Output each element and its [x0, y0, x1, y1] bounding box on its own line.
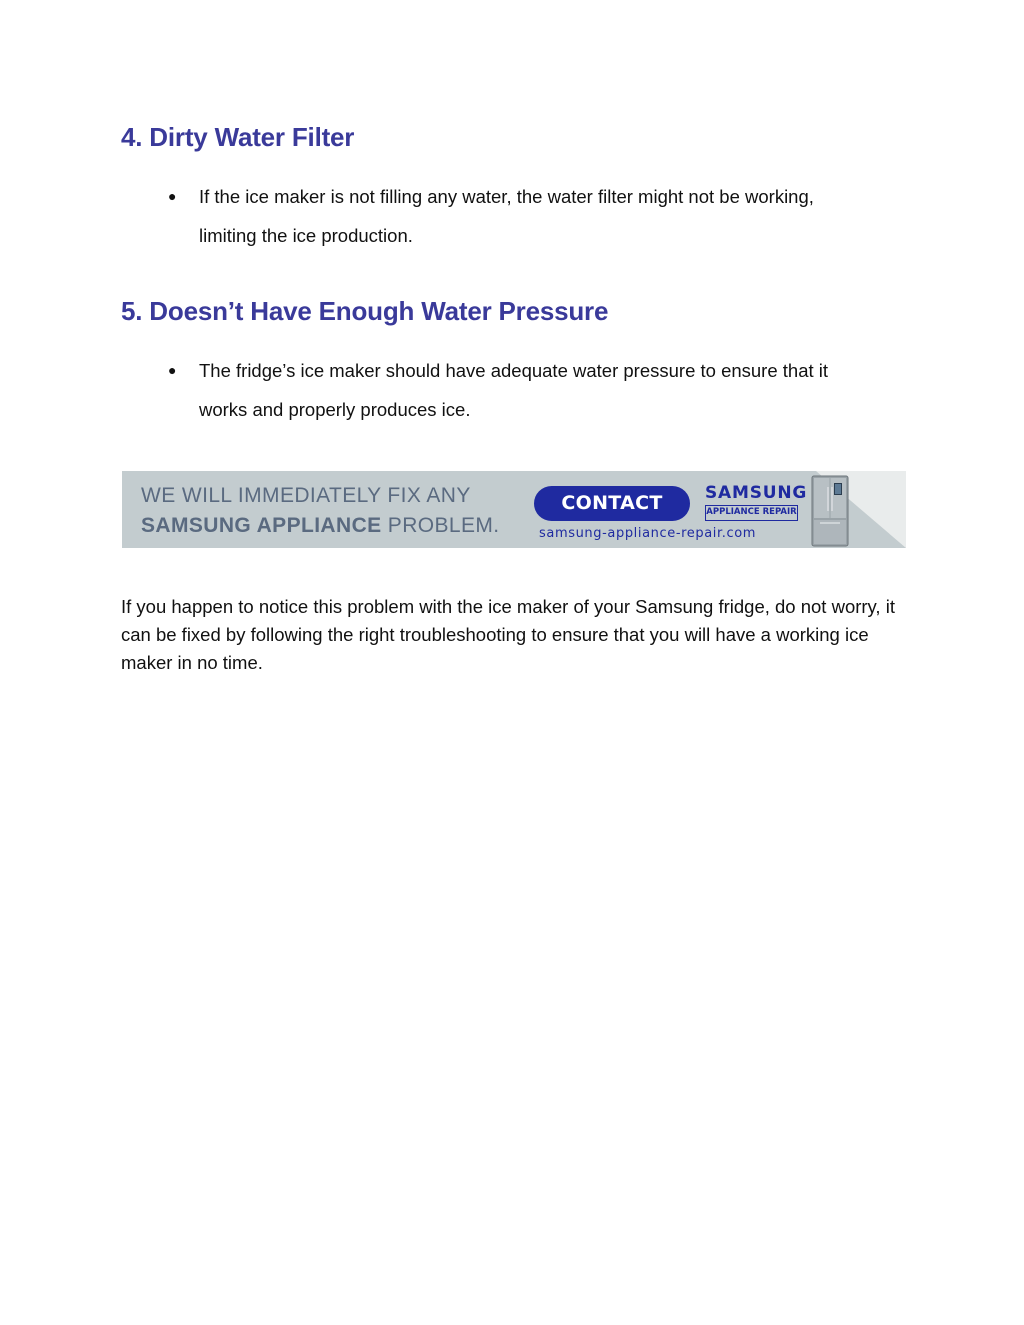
bullet-icon: ● [168, 188, 177, 204]
brand-logo-subtitle: APPLIANCE REPAIR [705, 505, 798, 521]
banner-headline-line1: WE WILL IMMEDIATELY FIX ANY [141, 484, 471, 507]
banner-headline-line2 [141, 513, 500, 539]
banner-url[interactable]: samsung-appliance-repair.com [539, 526, 757, 541]
banner-headline-strong: SAMSUNG APPLIANCE [141, 514, 382, 537]
brand-logo-text: SAMSUNG [705, 483, 808, 503]
banner-headline-rest: PROBLEM. [381, 514, 500, 537]
promo-banner[interactable] [122, 471, 906, 548]
section-5-bullet-text: The fridge’s ice maker should have adequate water pressure to ensure that it works and properly produces ice. [199, 360, 829, 420]
fridge-icon [810, 475, 850, 547]
bullet-icon: ● [168, 362, 177, 378]
closing-paragraph: If you happen to notice this problem with the ice maker of your Samsung fridge, do not worry, it can be fixed by following the right troubleshooting to ensure that you will have a working ice maker in no time. [121, 596, 895, 673]
section-4-bullet-text: If the ice maker is not filling any water, the water filter might not be working, limiting the ice production. [199, 186, 814, 246]
section-4-heading: 4. Dirty Water Filter [121, 122, 355, 152]
section-5-heading: 5. Doesn’t Have Enough Water Pressure [121, 296, 609, 326]
contact-button[interactable]: CONTACT [534, 486, 690, 521]
